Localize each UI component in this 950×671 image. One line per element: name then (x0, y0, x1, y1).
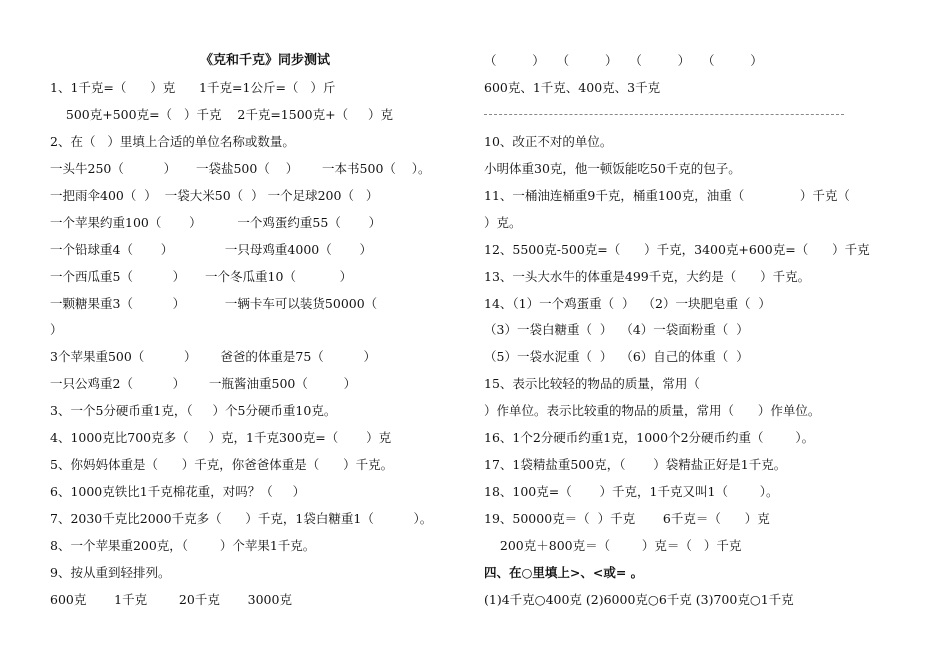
section4-heading: 四、在○里填上>、<或= 。 (484, 565, 644, 580)
q14-line2: （3）一袋白糖重（ ） （4）一袋面粉重（ ） (484, 322, 749, 337)
q2-line7: 3个苹果重500（ ） 爸爸的体重是75（ ） (50, 349, 377, 364)
q2-line3: 一个苹果约重100（ ） 一个鸡蛋约重55（ ） (50, 215, 382, 230)
q9-heading: 9、按从重到轻排列。 (50, 565, 171, 580)
dashed-divider (484, 114, 844, 115)
q14-line3: （5）一袋水泥重（ ） （6）自己的体重（ ） (484, 349, 749, 364)
q19-line1: 19、50000克＝（ ）千克 6千克＝（ ）克 (484, 511, 770, 526)
q4-line: 4、1000克比700克多（ ）克，1千克300克=（ ）克 (50, 430, 392, 445)
q18-line: 18、100克=（ ）千克，1千克又叫1（ ）。 (484, 484, 779, 499)
q17-line: 17、1袋精盐重500克，（ ）袋精盐正好是1千克。 (484, 457, 787, 472)
q12-line: 12、5500克-500克=（ ）千克，3400克+600克=（ ）千克 (484, 242, 870, 257)
q9-items: 600克 1千克 20千克 3000克 (50, 592, 292, 607)
q10-heading: 10、改正不对的单位。 (484, 134, 613, 149)
q13-line: 13、一头大水牛的体重是499千克，大约是（ ）千克。 (484, 269, 811, 284)
q11-line: 11、一桶油连桶重9千克，桶重100克，油重（ ）千克（ (484, 188, 850, 203)
q2-line8: 一只公鸡重2（ ） 一瓶酱油重500（ ） (50, 376, 357, 391)
q8-line: 8、一个苹果重200克，（ ）个苹果1千克。 (50, 538, 316, 553)
q11-line-cont: ）克。 (484, 215, 522, 230)
q15-line: 15、表示比较轻的物品的质量，常用（ (484, 376, 700, 391)
section4-items: (1)4千克○400克 (2)6000克○6千克 (3)700克○1千克 (484, 592, 794, 607)
q15-line-cont: ）作单位。表示比较重的物品的质量，常用（ ）作单位。 (484, 403, 821, 418)
q3-line: 3、一个5分硬币重1克，（ ）个5分硬币重10克。 (50, 403, 337, 418)
q19-line2: 200克＋800克＝（ ）克＝（ ）千克 (484, 538, 742, 553)
q7-line: 7、2030千克比2000千克多（ ）千克，1袋白糖重1（ ）。 (50, 511, 433, 526)
worksheet-title: 《克和千克》同步测试 (200, 53, 331, 68)
q2-line6-cont: ） (50, 322, 63, 337)
q9-answer-blanks: （ ） （ ） （ ） （ ） (484, 53, 763, 68)
q2-line4: 一个铅球重4（ ） 一只母鸡重4000（ ） (50, 242, 373, 257)
q16-line: 16、1个2分硬币约重1克，1000个2分硬币约重（ ）。 (484, 430, 815, 445)
q2-line1: 一头牛250（ ） 一袋盐500（ ） 一本书500（ ）。 (50, 161, 431, 176)
q14-line1: 14、（1）一个鸡蛋重（ ） （2）一块肥皂重（ ） (484, 296, 771, 311)
q2-heading: 2、在（ ）里填上合适的单位名称或数量。 (50, 134, 295, 149)
q1-line1: 1、1千克=（ ）克 1千克=1公斤=（ ）斤 (50, 80, 336, 95)
q1-line2: 500克+500克=（ ）千克 2千克=1500克+（ ）克 (50, 107, 393, 122)
q5-line: 5、你妈妈体重是（ ）千克，你爸爸体重是（ ）千克。 (50, 457, 394, 472)
q6-line: 6、1000克铁比1千克棉花重，对吗？（ ） (50, 484, 306, 499)
q2-line5: 一个西瓜重5（ ） 一个冬瓜重10（ ） (50, 269, 353, 284)
q10-sentence: 小明体重30克，他一顿饭能吃50千克的包子。 (484, 161, 741, 176)
q2-line2: 一把雨伞400（ ） 一袋大米50（ ） 一个足球200（ ） (50, 188, 379, 203)
q2-line6: 一颗糖果重3（ ） 一辆卡车可以装货50000（ (50, 296, 378, 311)
q9b-items: 600克、1千克、400克、3千克 (484, 80, 661, 95)
